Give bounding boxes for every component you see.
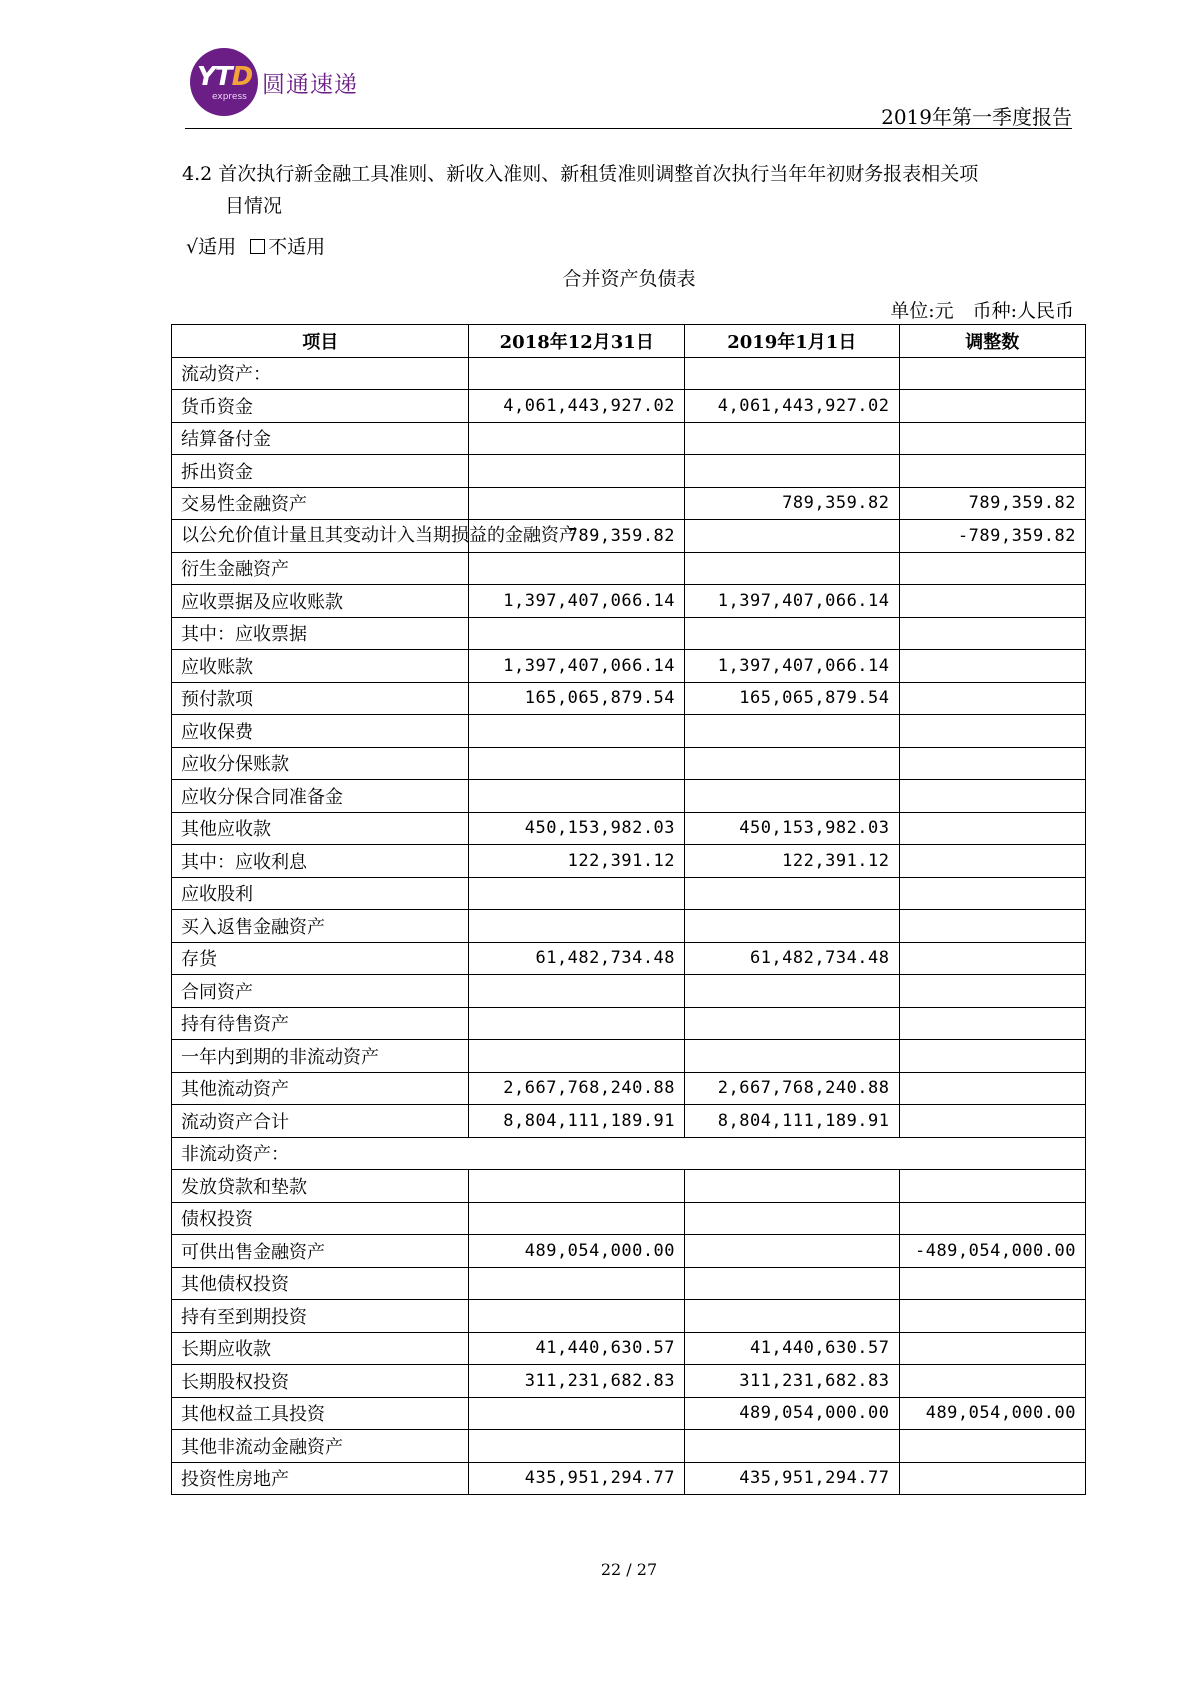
value-cell: 1,397,407,066.14 — [469, 585, 685, 618]
column-header: 2019年1月1日 — [685, 325, 899, 358]
value-cell: 2,667,768,240.88 — [685, 1072, 899, 1105]
table-row — [172, 650, 1086, 683]
table-row — [172, 1235, 1086, 1268]
table-row — [172, 552, 1086, 585]
table-row — [172, 357, 1086, 390]
value-cell — [899, 585, 1085, 618]
table-row — [172, 585, 1086, 618]
table-row — [172, 617, 1086, 650]
value-cell — [899, 1072, 1085, 1105]
value-cell: 165,065,879.54 — [685, 682, 899, 715]
row-item-label: 其他流动资产 — [172, 1072, 469, 1105]
table-row — [172, 975, 1086, 1008]
value-cell — [469, 1202, 685, 1235]
balance-sheet-table — [171, 324, 1086, 1495]
value-cell — [685, 975, 899, 1008]
logo-subtext: express — [212, 92, 247, 102]
row-item-label: 流动资产： — [172, 357, 469, 390]
value-cell — [899, 1170, 1085, 1203]
value-cell — [899, 910, 1085, 943]
table-row — [172, 715, 1086, 748]
value-cell — [685, 1267, 899, 1300]
value-cell: -489,054,000.00 — [899, 1235, 1085, 1268]
value-cell: 61,482,734.48 — [685, 942, 899, 975]
value-cell: 789,359.82 — [899, 487, 1085, 520]
value-cell — [469, 357, 685, 390]
value-cell — [899, 1332, 1085, 1365]
value-cell: 41,440,630.57 — [685, 1332, 899, 1365]
header-divider — [185, 128, 1072, 129]
table-row — [172, 422, 1086, 455]
value-cell: 311,231,682.83 — [469, 1365, 685, 1398]
row-item-label: 应收分保账款 — [172, 747, 469, 780]
table-row — [172, 1170, 1086, 1203]
row-item-label: 其他非流动金融资产 — [172, 1430, 469, 1463]
value-cell: 122,391.12 — [469, 845, 685, 878]
value-cell — [469, 455, 685, 488]
value-cell: 1,397,407,066.14 — [685, 585, 899, 618]
value-cell: 1,397,407,066.14 — [469, 650, 685, 683]
value-cell — [469, 747, 685, 780]
table-row — [172, 910, 1086, 943]
applicable-checked: √适用 — [186, 236, 237, 258]
value-cell — [899, 812, 1085, 845]
row-item-label: 交易性金融资产 — [172, 487, 469, 520]
value-cell: 122,391.12 — [685, 845, 899, 878]
table-row — [172, 1462, 1086, 1495]
column-header: 2018年12月31日 — [469, 325, 685, 358]
table-row — [172, 812, 1086, 845]
row-item-label: 其中：应收票据 — [172, 617, 469, 650]
value-cell — [899, 390, 1085, 423]
value-cell — [899, 1007, 1085, 1040]
value-cell — [685, 357, 899, 390]
row-item-label: 可供出售金融资产 — [172, 1235, 469, 1268]
value-cell: 61,482,734.48 — [469, 942, 685, 975]
value-cell — [469, 1170, 685, 1203]
value-cell: 789,359.82 — [469, 520, 685, 553]
row-item-label: 持有待售资产 — [172, 1007, 469, 1040]
value-cell — [469, 1300, 685, 1333]
table-row — [172, 1300, 1086, 1333]
value-cell — [685, 422, 899, 455]
value-cell — [685, 747, 899, 780]
value-cell — [469, 1397, 685, 1430]
table-row — [172, 1332, 1086, 1365]
value-cell — [899, 845, 1085, 878]
value-cell — [685, 552, 899, 585]
value-cell — [685, 520, 899, 553]
value-cell — [685, 455, 899, 488]
table-row — [172, 390, 1086, 423]
table-row — [172, 520, 1086, 553]
value-cell: 311,231,682.83 — [685, 1365, 899, 1398]
row-item-label: 应收票据及应收账款 — [172, 585, 469, 618]
value-cell — [899, 552, 1085, 585]
column-header: 调整数 — [899, 325, 1085, 358]
value-cell — [899, 422, 1085, 455]
table-row — [172, 487, 1086, 520]
table-row — [172, 1007, 1086, 1040]
row-item-label: 买入返售金融资产 — [172, 910, 469, 943]
value-cell — [685, 1235, 899, 1268]
value-cell: 789,359.82 — [685, 487, 899, 520]
row-item-label: 投资性房地产 — [172, 1462, 469, 1495]
table-row — [172, 1202, 1086, 1235]
value-cell: 450,153,982.03 — [469, 812, 685, 845]
value-cell — [685, 1300, 899, 1333]
value-cell: 8,804,111,189.91 — [469, 1105, 685, 1138]
table-header-row — [172, 325, 1086, 358]
table-row — [172, 1137, 1086, 1170]
value-cell — [469, 780, 685, 813]
section-heading — [182, 158, 1072, 222]
value-cell — [685, 617, 899, 650]
value-cell — [469, 715, 685, 748]
page-number: 22 / 27 — [600, 1560, 658, 1579]
value-cell — [469, 1430, 685, 1463]
row-item-label: 合同资产 — [172, 975, 469, 1008]
value-cell: 41,440,630.57 — [469, 1332, 685, 1365]
value-cell — [685, 780, 899, 813]
row-item-label: 其他债权投资 — [172, 1267, 469, 1300]
unit-currency-label: 单位:元 币种:人民币 — [890, 300, 1074, 322]
logo-mark: YTD — [197, 62, 253, 92]
value-cell: 4,061,443,927.02 — [685, 390, 899, 423]
value-cell — [899, 1430, 1085, 1463]
value-cell — [899, 1040, 1085, 1073]
value-cell — [899, 942, 1085, 975]
value-cell: -789,359.82 — [899, 520, 1085, 553]
table-row — [172, 455, 1086, 488]
value-cell — [685, 910, 899, 943]
value-cell — [899, 682, 1085, 715]
row-item-label: 拆出资金 — [172, 455, 469, 488]
section-heading-line2: 目情况 — [225, 195, 283, 217]
table-body — [172, 357, 1086, 1495]
row-item-label: 结算备付金 — [172, 422, 469, 455]
row-item-label: 货币资金 — [172, 390, 469, 423]
value-cell — [685, 877, 899, 910]
row-item-label: 应收分保合同准备金 — [172, 780, 469, 813]
value-cell — [469, 1007, 685, 1040]
logo-circle — [190, 48, 258, 116]
row-item-label: 流动资产合计 — [172, 1105, 469, 1138]
value-cell — [899, 1267, 1085, 1300]
row-item-label: 其中：应收利息 — [172, 845, 469, 878]
value-cell — [469, 910, 685, 943]
table-row — [172, 1430, 1086, 1463]
table-row — [172, 780, 1086, 813]
value-cell — [899, 1462, 1085, 1495]
report-title: 2019年第一季度报告 — [881, 105, 1072, 129]
logo-text: 圆通速递 — [262, 72, 358, 98]
table-row — [172, 1072, 1086, 1105]
row-item-label: 非流动资产： — [172, 1137, 1086, 1170]
row-item-label: 债权投资 — [172, 1202, 469, 1235]
value-cell — [469, 975, 685, 1008]
value-cell — [685, 1170, 899, 1203]
value-cell — [469, 487, 685, 520]
value-cell — [469, 877, 685, 910]
value-cell: 489,054,000.00 — [685, 1397, 899, 1430]
row-item-label: 应收保费 — [172, 715, 469, 748]
value-cell — [469, 552, 685, 585]
value-cell — [899, 715, 1085, 748]
value-cell: 489,054,000.00 — [899, 1397, 1085, 1430]
value-cell — [469, 1267, 685, 1300]
row-item-label: 一年内到期的非流动资产 — [172, 1040, 469, 1073]
value-cell — [469, 617, 685, 650]
value-cell: 4,061,443,927.02 — [469, 390, 685, 423]
value-cell: 165,065,879.54 — [469, 682, 685, 715]
value-cell: 435,951,294.77 — [469, 1462, 685, 1495]
value-cell: 450,153,982.03 — [685, 812, 899, 845]
value-cell — [899, 1202, 1085, 1235]
value-cell — [899, 1300, 1085, 1333]
table-row — [172, 747, 1086, 780]
row-item-label: 持有至到期投资 — [172, 1300, 469, 1333]
row-item-label: 其他权益工具投资 — [172, 1397, 469, 1430]
value-cell — [899, 455, 1085, 488]
value-cell — [899, 747, 1085, 780]
value-cell — [899, 650, 1085, 683]
applicability-options — [186, 232, 325, 259]
value-cell: 8,804,111,189.91 — [685, 1105, 899, 1138]
row-item-label: 应收账款 — [172, 650, 469, 683]
value-cell — [469, 422, 685, 455]
value-cell — [899, 877, 1085, 910]
row-item-label: 衍生金融资产 — [172, 552, 469, 585]
row-item-label: 存货 — [172, 942, 469, 975]
table-row — [172, 1267, 1086, 1300]
table-row — [172, 1040, 1086, 1073]
table-row — [172, 942, 1086, 975]
value-cell — [469, 1040, 685, 1073]
value-cell — [899, 617, 1085, 650]
row-item-label: 长期应收款 — [172, 1332, 469, 1365]
table-row — [172, 845, 1086, 878]
row-item-label: 以公允价值计量且其变动计入当期损益的金融资产 — [172, 520, 469, 553]
table-title: 合并资产负债表 — [562, 268, 696, 290]
value-cell — [685, 1430, 899, 1463]
not-applicable-label: 不适用 — [268, 236, 326, 258]
table-row — [172, 1397, 1086, 1430]
value-cell — [685, 715, 899, 748]
value-cell: 489,054,000.00 — [469, 1235, 685, 1268]
value-cell: 1,397,407,066.14 — [685, 650, 899, 683]
table-row — [172, 1365, 1086, 1398]
row-item-label: 发放贷款和垫款 — [172, 1170, 469, 1203]
row-item-label: 预付款项 — [172, 682, 469, 715]
value-cell — [685, 1007, 899, 1040]
value-cell — [899, 975, 1085, 1008]
value-cell — [685, 1202, 899, 1235]
company-logo — [190, 48, 365, 118]
table-row — [172, 877, 1086, 910]
section-heading-line1: 4.2 首次执行新金融工具准则、新收入准则、新租赁准则调整首次执行当年年初财务报表相关项 — [182, 163, 979, 185]
value-cell: 435,951,294.77 — [685, 1462, 899, 1495]
value-cell — [685, 1040, 899, 1073]
value-cell — [899, 1105, 1085, 1138]
row-item-label: 应收股利 — [172, 877, 469, 910]
table-row — [172, 1105, 1086, 1138]
row-item-label: 长期股权投资 — [172, 1365, 469, 1398]
value-cell — [899, 357, 1085, 390]
column-header: 项目 — [172, 325, 469, 358]
value-cell — [899, 1365, 1085, 1398]
row-item-label: 其他应收款 — [172, 812, 469, 845]
value-cell — [899, 780, 1085, 813]
table-row — [172, 682, 1086, 715]
unchecked-box-icon — [250, 239, 265, 254]
value-cell: 2,667,768,240.88 — [469, 1072, 685, 1105]
